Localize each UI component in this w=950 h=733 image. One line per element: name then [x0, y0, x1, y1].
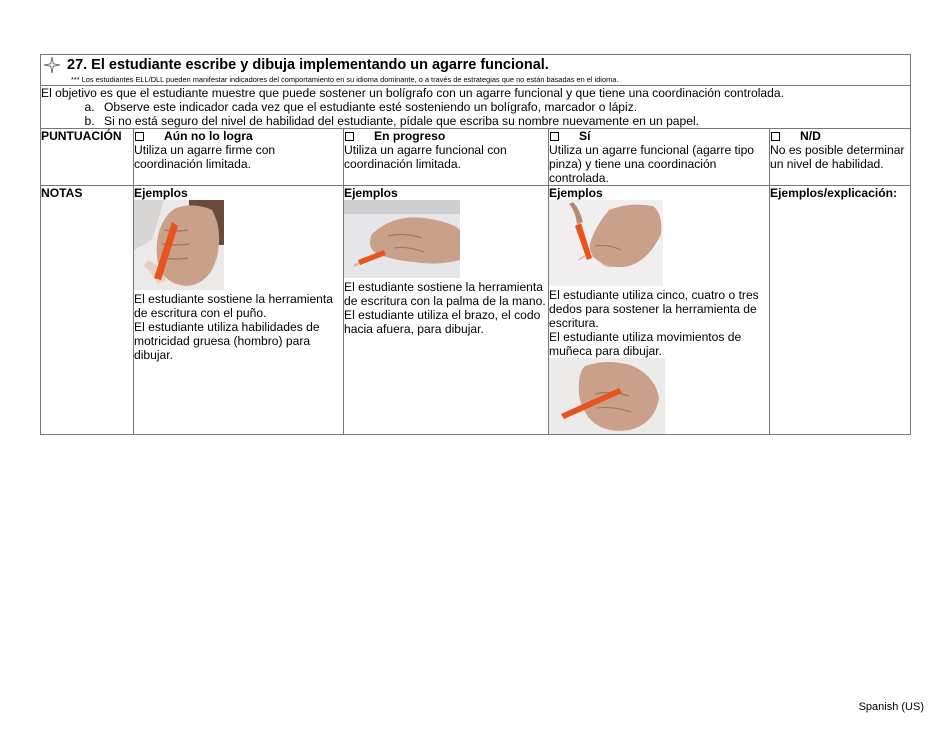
score-na	[770, 129, 911, 186]
palm-grip-photo	[344, 200, 460, 278]
title-row	[41, 55, 911, 86]
indicator-table	[40, 54, 911, 435]
example-not-yet	[134, 186, 344, 435]
score-in-progress	[344, 129, 549, 186]
fist-grip-photo	[134, 200, 224, 290]
example-caption: El estudiante sostiene la herramienta de escritura con el puño. El estudiante utiliza habilidades de motricidad gruesa (hombro) para dibujar.	[134, 292, 333, 362]
ell-note: *** Los estudiantes ELL/DLL pueden manifestar indicadores del comportamiento en su idioma dominante, o a través de estrategias que no están basadas en el idioma.	[71, 75, 619, 84]
objective-cell	[41, 86, 911, 129]
objective-item: a. Observe este indicador cada vez que el estudiante esté sosteniendo un bolígrafo, marcador o lápiz.	[98, 100, 910, 114]
score-description: Utiliza un agarre firme con coordinación limitada.	[134, 143, 276, 171]
checkbox-in-progress[interactable]	[345, 132, 354, 141]
score-description: Utiliza un agarre funcional (agarre tipo pinza) y tiene una coordinación controlada.	[549, 143, 755, 185]
example-title: Ejemplos/explicación:	[770, 186, 898, 200]
scoring-row	[41, 129, 911, 186]
notes-label: NOTAS	[41, 186, 134, 435]
example-caption: El estudiante sostiene la herramienta de escritura con la palma de la mano. El estudiante utiliza el brazo, el codo hacia afuera, para dibujar.	[344, 280, 546, 336]
checkbox-not-yet[interactable]	[135, 132, 144, 141]
score-not-yet	[134, 129, 344, 186]
example-na	[770, 186, 911, 435]
checkbox-yes[interactable]	[550, 132, 559, 141]
objective-list	[41, 100, 910, 128]
example-title: Ejemplos	[344, 186, 398, 200]
score-yes	[549, 129, 770, 186]
score-title: Sí	[579, 129, 591, 143]
footer-language: Spanish (US)	[858, 701, 924, 713]
score-title: N/D	[800, 129, 821, 143]
notes-row	[41, 186, 911, 435]
indicator-number: 27.	[67, 57, 88, 73]
example-yes	[549, 186, 770, 435]
indicator-title: El estudiante escribe y dibuja implementando un agarre funcional.	[91, 57, 549, 73]
example-title: Ejemplos	[134, 186, 188, 200]
star-icon	[43, 56, 61, 74]
score-description: No es posible determinar un nivel de habilidad.	[770, 143, 905, 171]
title-cell	[41, 55, 911, 86]
score-title: En progreso	[374, 129, 446, 143]
score-description: Utiliza un agarre funcional con coordinación limitada.	[344, 143, 507, 171]
example-caption: El estudiante utiliza cinco, cuatro o tres dedos para sostener la herramienta de escritura. El estudiante utiliza movimientos de muñeca para dibujar.	[549, 288, 759, 358]
example-in-progress	[344, 186, 549, 435]
pincer-grip-photo-1	[549, 200, 663, 286]
score-title: Aún no lo logra	[164, 129, 253, 143]
pincer-grip-photo-2	[549, 358, 665, 434]
scoring-label: PUNTUACIÓN	[41, 129, 134, 186]
objective-row	[41, 86, 911, 129]
objective-intro: El objetivo es que el estudiante muestre que puede sostener un bolígrafo con un agarre funcional y que tiene una coordinación controlada.	[41, 86, 784, 100]
objective-item: b. Si no está seguro del nivel de habilidad del estudiante, pídale que escriba su nombre nuevamente en un papel.	[98, 114, 910, 128]
checkbox-na[interactable]	[771, 132, 780, 141]
example-title: Ejemplos	[549, 186, 603, 200]
